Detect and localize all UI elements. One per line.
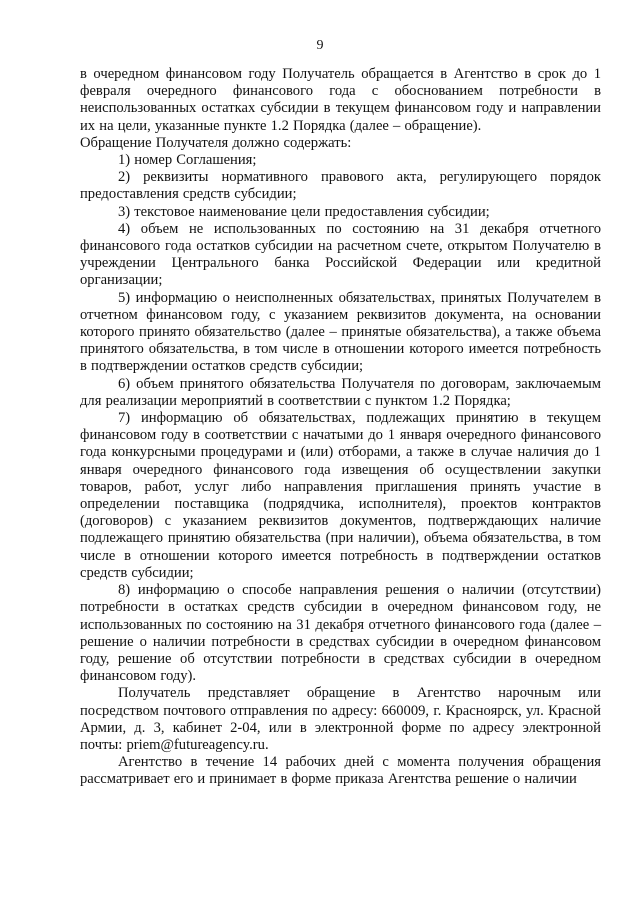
paragraph: Агентство в течение 14 рабочих дней с момента получения обращения рассматривает его и принимает в форме приказа Агентства решение о наличии [80,754,601,788]
document-body [80,66,601,789]
list-item: 7) информацию об обязательствах, подлежащих принятию в текущем финансовом году в соответствии с начатыми до 1 января очередного финансового года конкурсными процедурами и (или) отборами, а также в случае наличия до 1 января очередного финансового года извещения об осуществлении закупки товаров, работ, услуг либо направления приглашения принять участие в определении поставщика (подрядчика, исполнителя), проектов контрактов (договоров) с указанием реквизитов документов, подтверждающих наличие подлежащего принятию обязательства (при наличии), объема обязательства, в том числе в отношении которого имеется потребность в подтверждении остатков средств субсидии; [80,410,601,581]
paragraph: Получатель представляет обращение в Агентство нарочным или посредством почтового отправления по адресу: 660009, г. Красноярск, ул. Красной Армии, д. 3, кабинет 2-04, или в электронной форме по адресу электронной почты: priem@futureagency.ru. [80,685,601,753]
list-item: 4) объем не использованных по состоянию на 31 декабря отчетного финансового года остатков субсидии на расчетном счете, открытом Получателю в учреждении Центрального банка Российской Федерации или кредитной организации; [80,220,601,289]
list-item: 3) текстовое наименование цели предоставления субсидии; [118,203,490,220]
paragraph: Обращение Получателя должно содержать: [80,134,352,151]
list-item: 5) информацию о неисполненных обязательствах, принятых Получателем в отчетном финансовом году, с указанием реквизитов документа, на основании которого принято обязательство (далее – принятые обязательства), а также объема принятого обязательства, в том числе в отношении которого имеется потребность в подтверждении остатков средств субсидии; [80,289,601,375]
paragraph: в очередном финансовом году Получатель обращается в Агентство в срок до 1 февраля очередного финансового года с обоснованием потребности в неиспользованных остатках субсидии в текущем финансовом году и направлении их на цели, указанные пункте 1.2 Порядка (далее – обращение). [80,66,601,134]
list-item: 2) реквизиты нормативного правового акта, регулирующего порядок предоставления средств субсидии; [80,169,601,203]
list-item: 6) объем принятого обязательства Получателя по договорам, заключаемым для реализации мероприятий в соответствии с пунктом 1.2 Порядка; [80,375,601,409]
list-item: 8) информацию о способе направления решения о наличии (отсутствии) потребности в остатках средств субсидии в очередном финансовом году, не использованных по состоянию на 31 декабря отчетного финансового года (далее – решение о наличии потребности в средствах субсидии в очередном финансовом году, решение об отсутствии потребности в средствах субсидии в очередном финансовом году). [80,582,601,685]
list-item: 1) номер Соглашения; [118,152,257,169]
page-number: 9 [316,38,324,53]
